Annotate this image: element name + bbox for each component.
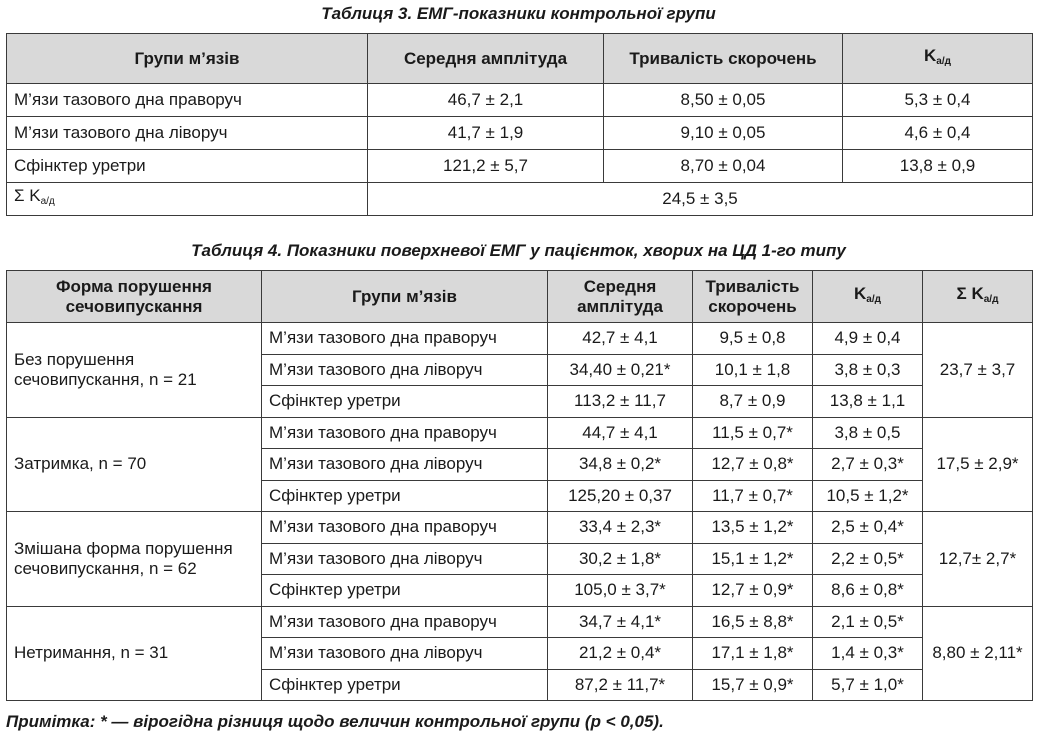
muscle-group-cell: М’язи тазового дна ліворуч [262, 638, 548, 670]
table-3-header-row [7, 34, 1033, 84]
table-row [7, 606, 1033, 638]
duration-cell: 8,50 ± 0,05 [604, 84, 843, 117]
header-duration: Тривалість скорочень [604, 34, 843, 84]
amplitude-cell: 41,7 ± 1,9 [368, 117, 604, 150]
duration-cell: 8,7 ± 0,9 [693, 386, 813, 418]
form-cell: Без порушення сечовипускання, n = 21 [7, 323, 262, 418]
k-cell: 4,9 ± 0,4 [813, 323, 923, 355]
form-cell: Нетримання, n = 31 [7, 606, 262, 701]
k-cell: 3,8 ± 0,3 [813, 354, 923, 386]
table-3 [6, 33, 1033, 216]
sum-k-cell: 23,7 ± 3,7 [923, 323, 1033, 418]
k-cell: 5,7 ± 1,0* [813, 669, 923, 701]
muscle-group-cell: Сфінктер уретри [262, 386, 548, 418]
duration-cell: 10,1 ± 1,8 [693, 354, 813, 386]
table-row [7, 117, 1033, 150]
muscle-group-cell: М’язи тазового дна праворуч [262, 512, 548, 544]
header-duration: Тривалість скорочень [693, 271, 813, 323]
k-cell: 3,8 ± 0,5 [813, 417, 923, 449]
table-row [7, 323, 1033, 355]
amplitude-cell: 113,2 ± 11,7 [548, 386, 693, 418]
duration-cell: 15,1 ± 1,2* [693, 543, 813, 575]
table-4 [6, 270, 1033, 701]
duration-cell: 11,7 ± 0,7* [693, 480, 813, 512]
duration-cell: 17,1 ± 1,8* [693, 638, 813, 670]
muscle-group-cell: М’язи тазового дна праворуч [262, 606, 548, 638]
k-cell: 13,8 ± 1,1 [813, 386, 923, 418]
table-row [7, 512, 1033, 544]
header-amplitude: Середня амплітуда [548, 271, 693, 323]
form-cell: Змішана форма порушення сечовипускання, n = 62 [7, 512, 262, 607]
duration-cell: 13,5 ± 1,2* [693, 512, 813, 544]
amplitude-cell: 34,8 ± 0,2* [548, 449, 693, 481]
sum-k-cell: 17,5 ± 2,9* [923, 417, 1033, 512]
k-cell: 2,5 ± 0,4* [813, 512, 923, 544]
sum-label: Σ $K_{а/д}$ [7, 183, 368, 216]
muscle-group-cell: М’язи тазового дна праворуч [7, 84, 368, 117]
muscle-group-cell: Сфінктер уретри [262, 480, 548, 512]
form-cell: Затримка, n = 70 [7, 417, 262, 512]
duration-cell: 16,5 ± 8,8* [693, 606, 813, 638]
amplitude-cell: 44,7 ± 4,1 [548, 417, 693, 449]
k-cell: 13,8 ± 0,9 [843, 150, 1033, 183]
header-muscle-group: Групи м’язів [262, 271, 548, 323]
amplitude-cell: 87,2 ± 11,7* [548, 669, 693, 701]
k-cell: 2,7 ± 0,3* [813, 449, 923, 481]
k-cell: 2,2 ± 0,5* [813, 543, 923, 575]
header-sum-k: Σ $K_{а/д}$ [923, 271, 1033, 323]
duration-cell: 15,7 ± 0,9* [693, 669, 813, 701]
header-k: $K_{а/д}$ [813, 271, 923, 323]
table-row [7, 150, 1033, 183]
amplitude-cell: 105,0 ± 3,7* [548, 575, 693, 607]
amplitude-cell: 42,7 ± 4,1 [548, 323, 693, 355]
k-cell: 2,1 ± 0,5* [813, 606, 923, 638]
muscle-group-cell: Сфінктер уретри [7, 150, 368, 183]
muscle-group-cell: М’язи тазового дна ліворуч [262, 354, 548, 386]
amplitude-cell: 33,4 ± 2,3* [548, 512, 693, 544]
amplitude-cell: 121,2 ± 5,7 [368, 150, 604, 183]
duration-cell: 9,10 ± 0,05 [604, 117, 843, 150]
table-row [7, 84, 1033, 117]
amplitude-cell: 34,40 ± 0,21* [548, 354, 693, 386]
amplitude-cell: 46,7 ± 2,1 [368, 84, 604, 117]
footnote: Примітка: * — вірогідна різниця щодо величин контрольної групи (p < 0,05). [6, 712, 664, 731]
k-cell: 8,6 ± 0,8* [813, 575, 923, 607]
k-cell: 4,6 ± 0,4 [843, 117, 1033, 150]
header-k: $K_{а/д}$ [843, 34, 1033, 84]
table-row [7, 417, 1033, 449]
duration-cell: 9,5 ± 0,8 [693, 323, 813, 355]
amplitude-cell: 21,2 ± 0,4* [548, 638, 693, 670]
duration-cell: 11,5 ± 0,7* [693, 417, 813, 449]
k-cell: 5,3 ± 0,4 [843, 84, 1033, 117]
header-form: Форма порушення сечовипускання [7, 271, 262, 323]
header-amplitude: Середня амплітуда [368, 34, 604, 84]
table-4-caption: Таблиця 4. Показники поверхневої ЕМГ у пацієнток, хворих на ЦД 1-го типу [191, 241, 846, 260]
muscle-group-cell: М’язи тазового дна ліворуч [7, 117, 368, 150]
duration-cell: 12,7 ± 0,9* [693, 575, 813, 607]
amplitude-cell: 30,2 ± 1,8* [548, 543, 693, 575]
table-4-header-row [7, 271, 1033, 323]
muscle-group-cell: М’язи тазового дна праворуч [262, 323, 548, 355]
muscle-group-cell: М’язи тазового дна ліворуч [262, 449, 548, 481]
muscle-group-cell: Сфінктер уретри [262, 575, 548, 607]
muscle-group-cell: М’язи тазового дна ліворуч [262, 543, 548, 575]
muscle-group-cell: М’язи тазового дна праворуч [262, 417, 548, 449]
duration-cell: 12,7 ± 0,8* [693, 449, 813, 481]
header-muscle-group: Групи м’язів [7, 34, 368, 84]
sum-k-cell: 12,7± 2,7* [923, 512, 1033, 607]
table-3-sum-row [7, 183, 1033, 216]
k-cell: 10,5 ± 1,2* [813, 480, 923, 512]
sum-k-cell: 8,80 ± 2,11* [923, 606, 1033, 701]
amplitude-cell: 34,7 ± 4,1* [548, 606, 693, 638]
k-cell: 1,4 ± 0,3* [813, 638, 923, 670]
amplitude-cell: 125,20 ± 0,37 [548, 480, 693, 512]
sum-value: 24,5 ± 3,5 [368, 183, 1033, 216]
table-3-caption: Таблиця 3. ЕМГ-показники контрольної групи [321, 4, 716, 23]
muscle-group-cell: Сфінктер уретри [262, 669, 548, 701]
duration-cell: 8,70 ± 0,04 [604, 150, 843, 183]
